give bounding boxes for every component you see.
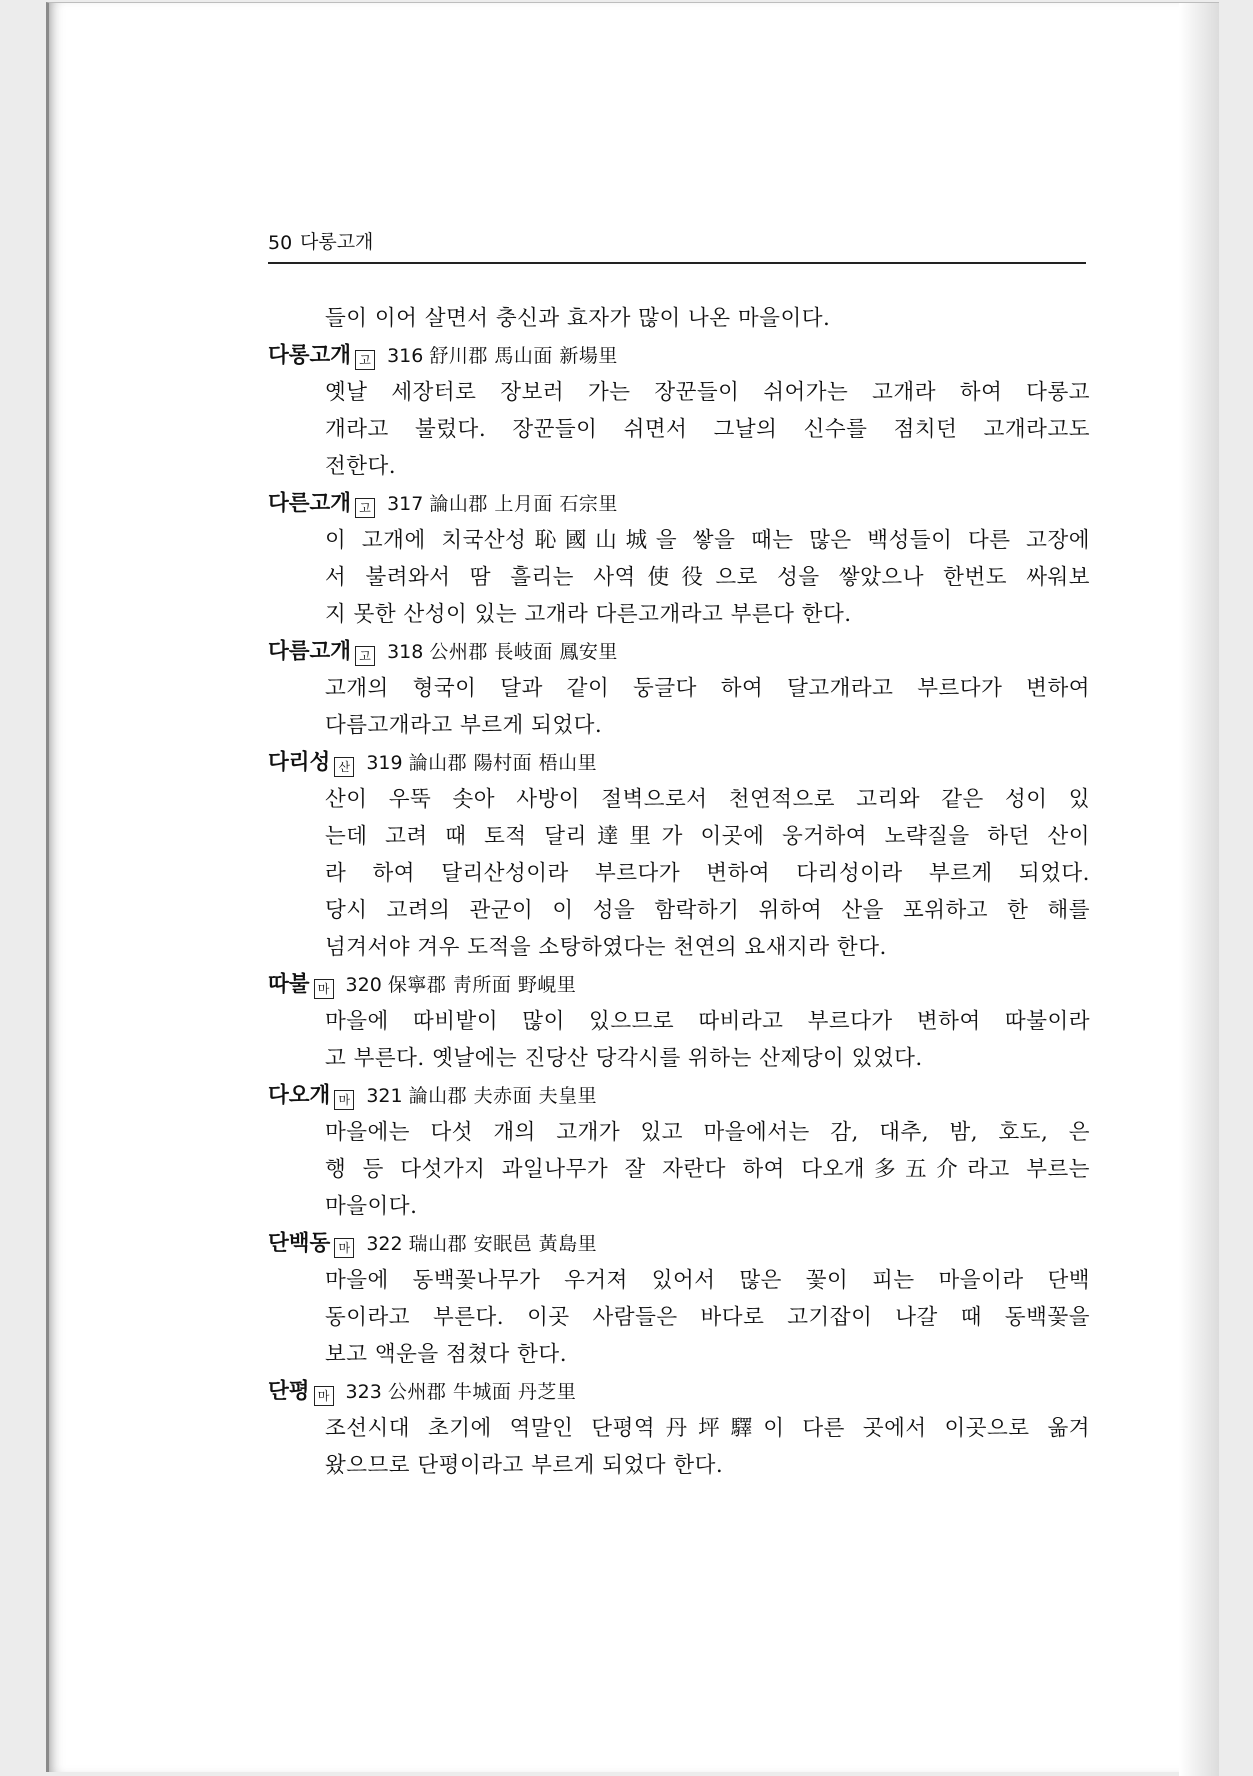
- text-line: 조선시대 초기에 역말인 단평역丹坪驛이 다른 곳에서 이곳으로 옮겨: [325, 1416, 1090, 1441]
- entry-name: 단백동: [268, 1231, 331, 1256]
- entry-number: 321: [366, 1085, 403, 1107]
- entry-number: 323: [345, 1381, 382, 1403]
- text-line: 산이 우뚝 솟아 사방이 절벽으로서 천연적으로 고리와 같은 성이 있: [325, 787, 1090, 812]
- entry-location: 論山郡 夫赤面 夫皇里: [408, 1085, 598, 1107]
- entry-type-mark: 산: [334, 757, 354, 777]
- text-line: 보고 액운을 점쳤다 한다.: [325, 1342, 568, 1367]
- entry-name: 다름고개: [268, 639, 352, 664]
- text-line: 마을에는 다섯 개의 고개가 있고 마을에서는 감, 대추, 밤, 호도, 은: [325, 1120, 1090, 1145]
- text-line: 지 못한 산성이 있는 고개라 다른고개라고 부른다 한다.: [325, 602, 852, 627]
- page-content: [268, 300, 1090, 1484]
- entry-heading: [268, 337, 1090, 374]
- text-line: 서 불려와서 땀 흘리는 사역使役으로 성을 쌓았으나 한번도 싸워보: [325, 565, 1090, 590]
- entry-name: 다리성: [268, 750, 331, 775]
- entry-location: 公州郡 牛城面 丹芝里: [387, 1381, 577, 1403]
- entry-location: 瑞山郡 安眠邑 黃島里: [408, 1233, 598, 1255]
- page-header: [268, 226, 1086, 264]
- entry-name: 다른고개: [268, 491, 352, 516]
- text-line: 당시 고려의 관군이 이 성을 함락하기 위하여 산을 포위하고 한 해를: [325, 898, 1090, 923]
- entry-heading: [268, 633, 1090, 670]
- entry-type-mark: 마: [314, 1386, 334, 1406]
- entry-heading: [268, 1077, 1090, 1114]
- entry-number: 318: [387, 641, 424, 663]
- text-line: 왔으므로 단평이라고 부르게 되었다 한다.: [325, 1453, 724, 1478]
- entry-location: 保寧郡 靑所面 野峴里: [387, 974, 577, 996]
- entry-type-mark: 고: [355, 646, 375, 666]
- entry-location: 論山郡 上月面 石宗里: [429, 493, 618, 515]
- entry-name: 다롱고개: [268, 343, 352, 368]
- text-line: 마을이다.: [325, 1194, 418, 1219]
- text-line: 라 하여 달리산성이라 부르다가 변하여 다리성이라 부르게 되었다.: [325, 861, 1090, 886]
- text-line: 옛날 세장터로 장보러 가는 장꾼들이 쉬어가는 고개라 하여 다롱고: [325, 380, 1090, 405]
- entry-name: 따불: [268, 972, 310, 997]
- entry-heading: [268, 966, 1090, 1003]
- text-line: 마을에 따비밭이 많이 있으므로 따비라고 부르다가 변하여 따불이라: [325, 1009, 1090, 1034]
- entry-location: 公州郡 長岐面 鳳安里: [429, 641, 618, 663]
- text-line: 동이라고 부른다. 이곳 사람들은 바다로 고기잡이 나갈 때 동백꽃을: [325, 1305, 1090, 1330]
- entry-name: 단평: [268, 1379, 310, 1404]
- text-line: 다름고개라고 부르게 되었다.: [325, 713, 603, 738]
- entry-number: 316: [387, 345, 424, 367]
- entry-heading: [268, 1373, 1090, 1410]
- entry-number: 320: [345, 974, 382, 996]
- text-line: 행 등 다섯가지 과일나무가 잘 자란다 하여 다오개多五介라고 부르는: [325, 1157, 1090, 1182]
- text-line: 고 부른다. 옛날에는 진당산 당각시를 위하는 산제당이 있었다.: [325, 1046, 923, 1071]
- page-edge-shadow: [1179, 3, 1219, 1776]
- entry-type-mark: 고: [355, 498, 375, 518]
- entry-location: 舒川郡 馬山面 新場里: [429, 345, 618, 367]
- text-line: 이 고개에 치국산성恥國山城을 쌓을 때는 많은 백성들이 다른 고장에: [325, 528, 1090, 553]
- text-line: 넘겨서야 겨우 도적을 소탕하였다는 천연의 요새지라 한다.: [325, 935, 887, 960]
- text-line: 고개의 형국이 달과 같이 둥글다 하여 달고개라고 부르다가 변하여: [325, 676, 1090, 701]
- entry-type-mark: 마: [334, 1090, 354, 1110]
- text-line: 마을에 동백꽃나무가 우거져 있어서 많은 꽃이 피는 마을이라 단백: [325, 1268, 1090, 1293]
- text-line: 전한다.: [325, 454, 397, 479]
- running-title: 다롱고개: [300, 231, 374, 253]
- entry-heading: [268, 485, 1090, 522]
- page-number: 50: [268, 232, 293, 254]
- entry-location: 論山郡 陽村面 梧山里: [408, 752, 598, 774]
- entry-name: 다오개: [268, 1083, 331, 1108]
- entry-number: 317: [387, 493, 424, 515]
- entry-heading: [268, 744, 1090, 781]
- entry-type-mark: 마: [314, 979, 334, 999]
- entry-type-mark: 마: [334, 1238, 354, 1258]
- text-line: 들이 이어 살면서 충신과 효자가 많이 나온 마을이다.: [325, 306, 831, 331]
- text-line: 개라고 불렀다. 장꾼들이 쉬면서 그날의 신수를 점치던 고개라고도: [325, 417, 1090, 442]
- entry-type-mark: 고: [355, 350, 375, 370]
- entry-number: 319: [366, 752, 403, 774]
- text-line: 는데 고려 때 토적 달리達里가 이곳에 웅거하여 노략질을 하던 산이: [325, 824, 1090, 849]
- entry-heading: [268, 1225, 1090, 1262]
- entry-number: 322: [366, 1233, 403, 1255]
